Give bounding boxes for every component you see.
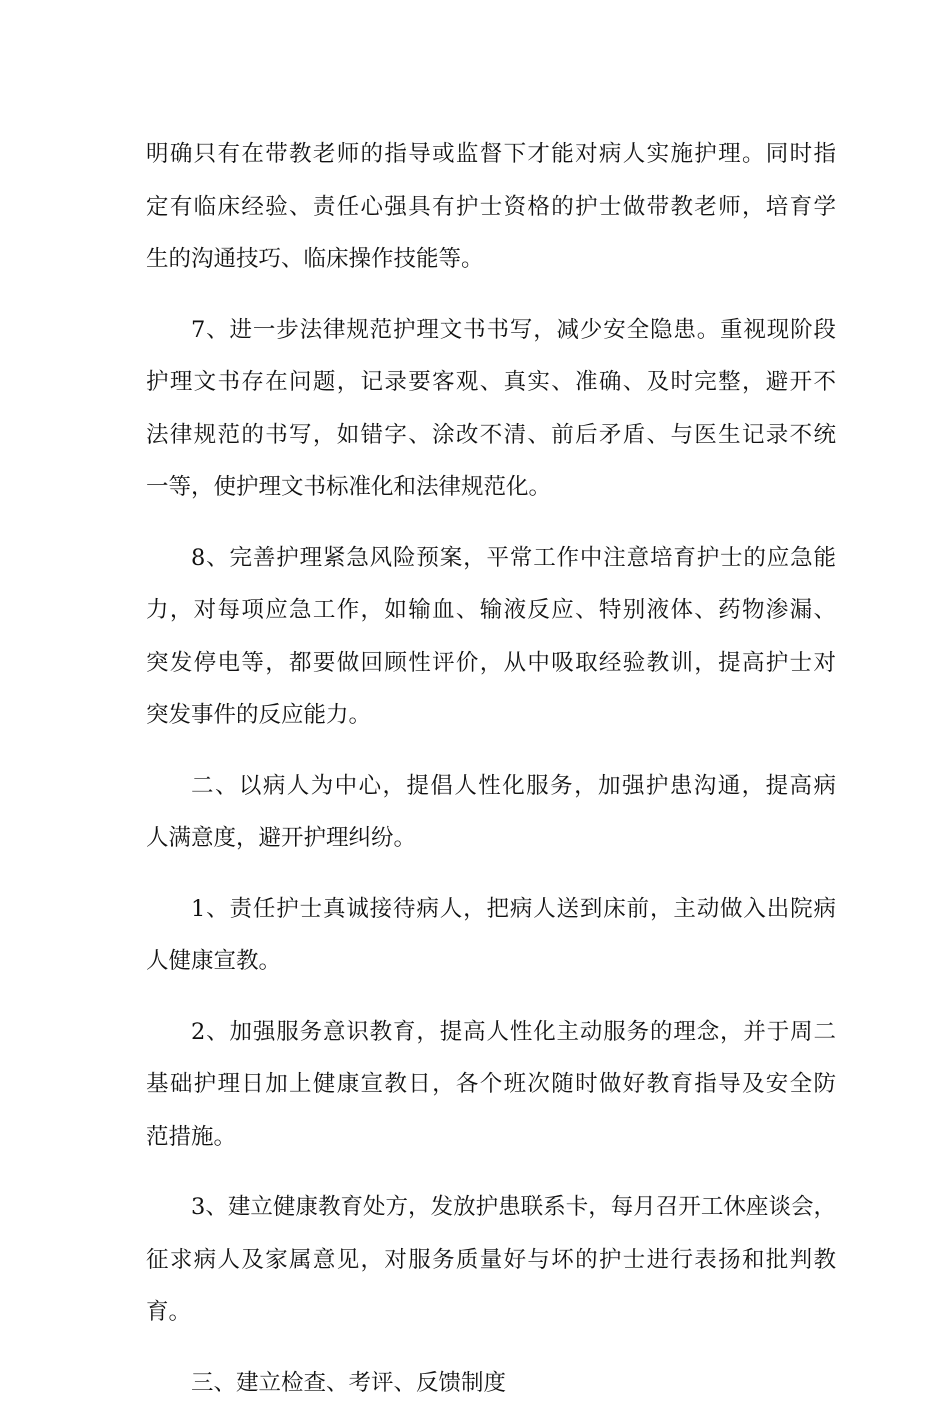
text-line: 三、建立检查、考评、反馈制度 (146, 1357, 836, 1409)
paragraph (146, 760, 836, 865)
text-line: 生的沟通技巧、临床操作技能等。 (146, 233, 836, 286)
text-line: 突发事件的反应能力。 (146, 689, 836, 742)
text-line: 范措施。 (146, 1111, 836, 1164)
text-line: 护理文书存在问题，记录要客观、真实、准确、及时完整，避开不 (146, 356, 836, 409)
text-line: 定有临床经验、责任心强具有护士资格的护士做带教老师，培育学 (146, 181, 836, 234)
text-line: 突发停电等，都要做回顾性评价，从中吸取经验教训，提高护士对 (146, 637, 836, 690)
text-line: 人满意度，避开护理纠纷。 (146, 812, 836, 865)
paragraph (146, 532, 836, 742)
section-heading (146, 1357, 836, 1409)
text-line: 7、进一步法律规范护理文书书写，减少安全隐患。重视现阶段 (146, 304, 836, 357)
text-line: 征求病人及家属意见，对服务质量好与坏的护士进行表扬和批判教 (146, 1234, 836, 1287)
paragraph (146, 883, 836, 988)
paragraph (146, 304, 836, 514)
text-line: 育。 (146, 1286, 836, 1339)
text-line: 2、加强服务意识教育，提高人性化主动服务的理念，并于周二 (146, 1006, 836, 1059)
text-line: 明确只有在带教老师的指导或监督下才能对病人实施护理。同时指 (146, 128, 836, 181)
text-line: 二、以病人为中心，提倡人性化服务，加强护患沟通，提高病 (146, 760, 836, 813)
text-line: 人健康宣教。 (146, 935, 836, 988)
text-line: 基础护理日加上健康宣教日，各个班次随时做好教育指导及安全防 (146, 1058, 836, 1111)
paragraph (146, 1181, 836, 1339)
text-line: 力，对每项应急工作，如输血、输液反应、特别液体、药物渗漏、 (146, 584, 836, 637)
text-line: 一等，使护理文书标准化和法律规范化。 (146, 461, 836, 514)
paragraph (146, 128, 836, 286)
paragraph (146, 1006, 836, 1164)
text-line: 8、完善护理紧急风险预案，平常工作中注意培育护士的应急能 (146, 532, 836, 585)
text-line: 1、责任护士真诚接待病人，把病人送到床前，主动做入出院病 (146, 883, 836, 936)
text-line: 3、建立健康教育处方，发放护患联系卡，每月召开工休座谈会， (146, 1181, 836, 1234)
document-body (146, 128, 836, 1409)
text-line: 法律规范的书写，如错字、涂改不清、前后矛盾、与医生记录不统 (146, 409, 836, 462)
